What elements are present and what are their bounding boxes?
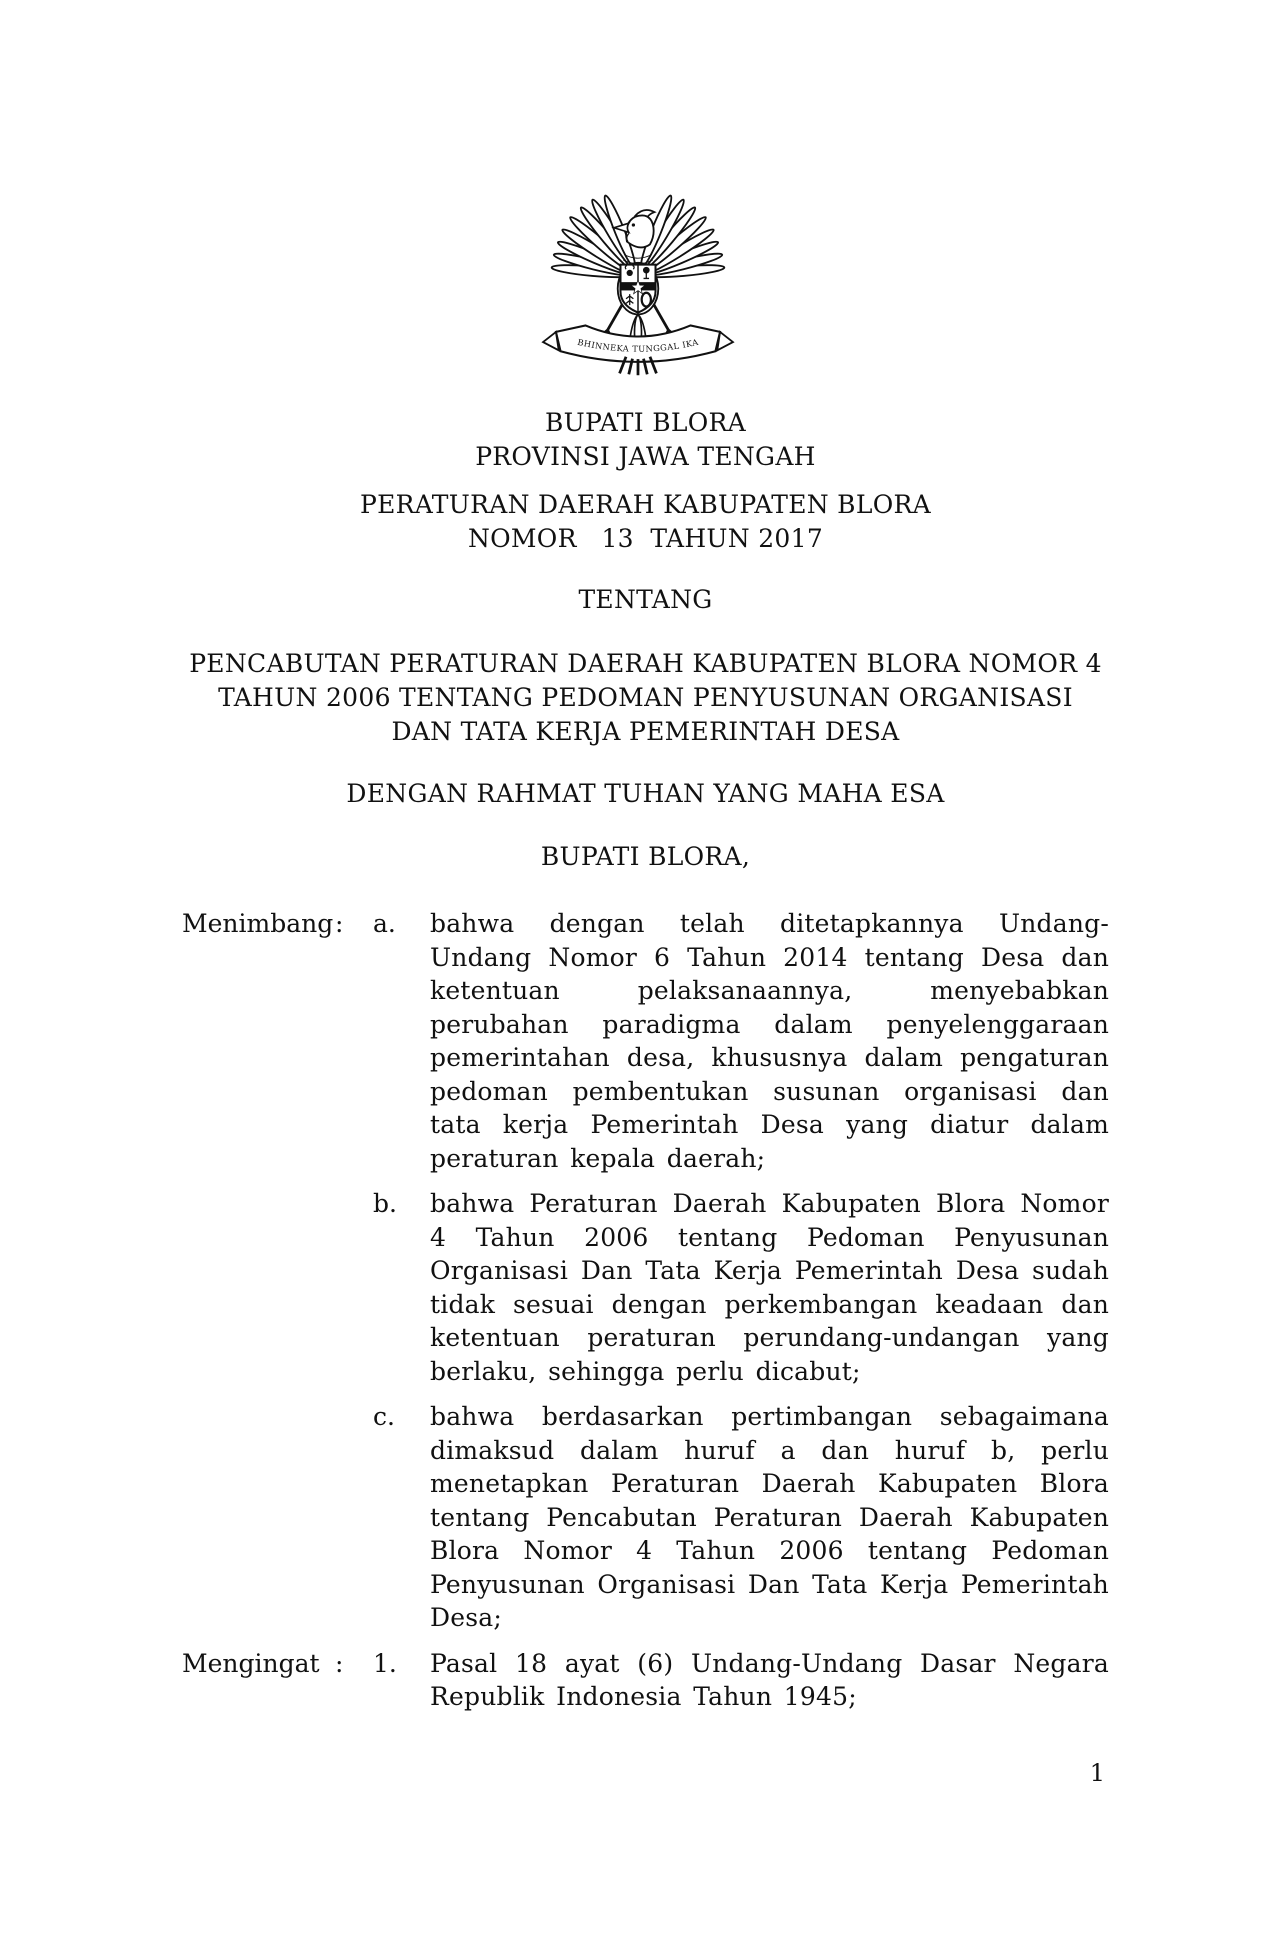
consideration-marker: c. xyxy=(373,1402,395,1431)
legal-basis-text: Pasal 18 ayat (6) Undang-Undang Dasar Negara Republik Indonesia Tahun 1945; xyxy=(430,1648,1109,1711)
invocation: DENGAN RAHMAT TUHAN YANG MAHA ESA xyxy=(346,779,945,808)
tail-tips-icon xyxy=(620,357,657,375)
considerations-block xyxy=(182,907,1109,1635)
shield-icon xyxy=(620,265,655,313)
about-label: TENTANG xyxy=(578,585,713,614)
legal-basis-block xyxy=(182,1647,1109,1714)
consideration-marker: b. xyxy=(373,1189,397,1218)
emblem-container xyxy=(0,0,1276,378)
letterhead-office: BUPATI BLORA xyxy=(544,408,747,437)
consideration-text: bahwa Peraturan Daerah Kabupaten Blora Nomor 4 Tahun 2006 tentang Pedoman Penyusunan Organisasi Dan Tata Kerja Pemerintah Desa sudah tidak sesuai dengan perkembangan keadaan dan ketentuan peraturan perundang-undangan yang berlaku, sehingga perlu dicabut; xyxy=(430,1189,1109,1386)
subject-line: TAHUN 2006 TENTANG PEDOMAN PENYUSUNAN ORGANISASI xyxy=(218,683,1073,712)
regulation-number: NOMOR 13 TAHUN 2017 xyxy=(467,524,824,553)
page-number: 1 xyxy=(1089,1759,1105,1787)
subject-line: PENCABUTAN PERATURAN DAERAH KABUPATEN BLORA NOMOR 4 xyxy=(189,649,1102,678)
garuda-pancasila-emblem xyxy=(532,166,744,378)
considerations-label: Menimbang xyxy=(182,909,334,938)
regulation-heading xyxy=(182,488,1109,556)
subject-line: DAN TATA KERJA PEMERINTAH DESA xyxy=(391,717,900,746)
regulation-title: PERATURAN DAERAH KABUPATEN BLORA xyxy=(359,490,932,519)
eye-icon xyxy=(632,223,635,226)
legal-basis-colon: : xyxy=(335,1648,344,1678)
authority: BUPATI BLORA, xyxy=(540,842,751,871)
consideration-marker: a. xyxy=(373,909,396,938)
consideration-text: bahwa berdasarkan pertimbangan sebagaimana dimaksud dalam huruf a dan huruf b, perlu menetapkan Peraturan Daerah Kabupaten Blora tentang Pencabutan Peraturan Daerah Kabupaten Blora Nomor 4 Tahun 2006 tentang Pedoman Penyusunan Organisasi Dan Tata Kerja Pemerintah Desa; xyxy=(430,1402,1109,1632)
legal-basis-marker: 1. xyxy=(373,1648,397,1678)
considerations-colon: : xyxy=(335,909,344,938)
legal-basis-label: Mengingat xyxy=(182,1648,320,1678)
regulation-subject xyxy=(182,647,1109,749)
letterhead xyxy=(182,406,1109,474)
letterhead-province: PROVINSI JAWA TENGAH xyxy=(475,442,816,471)
consideration-text: bahwa dengan telah ditetapkannya Undang-Undang Nomor 6 Tahun 2014 tentang Desa dan ketentuan pelaksanaannya, menyebabkan perubahan paradigma dalam penyelenggaraan pemerintahan desa, khususnya dalam pengaturan pedoman pembentukan susunan organisasi dan tata kerja Pemerintah Desa yang diatur dalam peraturan kepala daerah; xyxy=(430,909,1109,1173)
clauses-section xyxy=(182,907,1109,1714)
ribbon-text: BHINNEKA TUNGGAL IKA xyxy=(576,336,700,354)
